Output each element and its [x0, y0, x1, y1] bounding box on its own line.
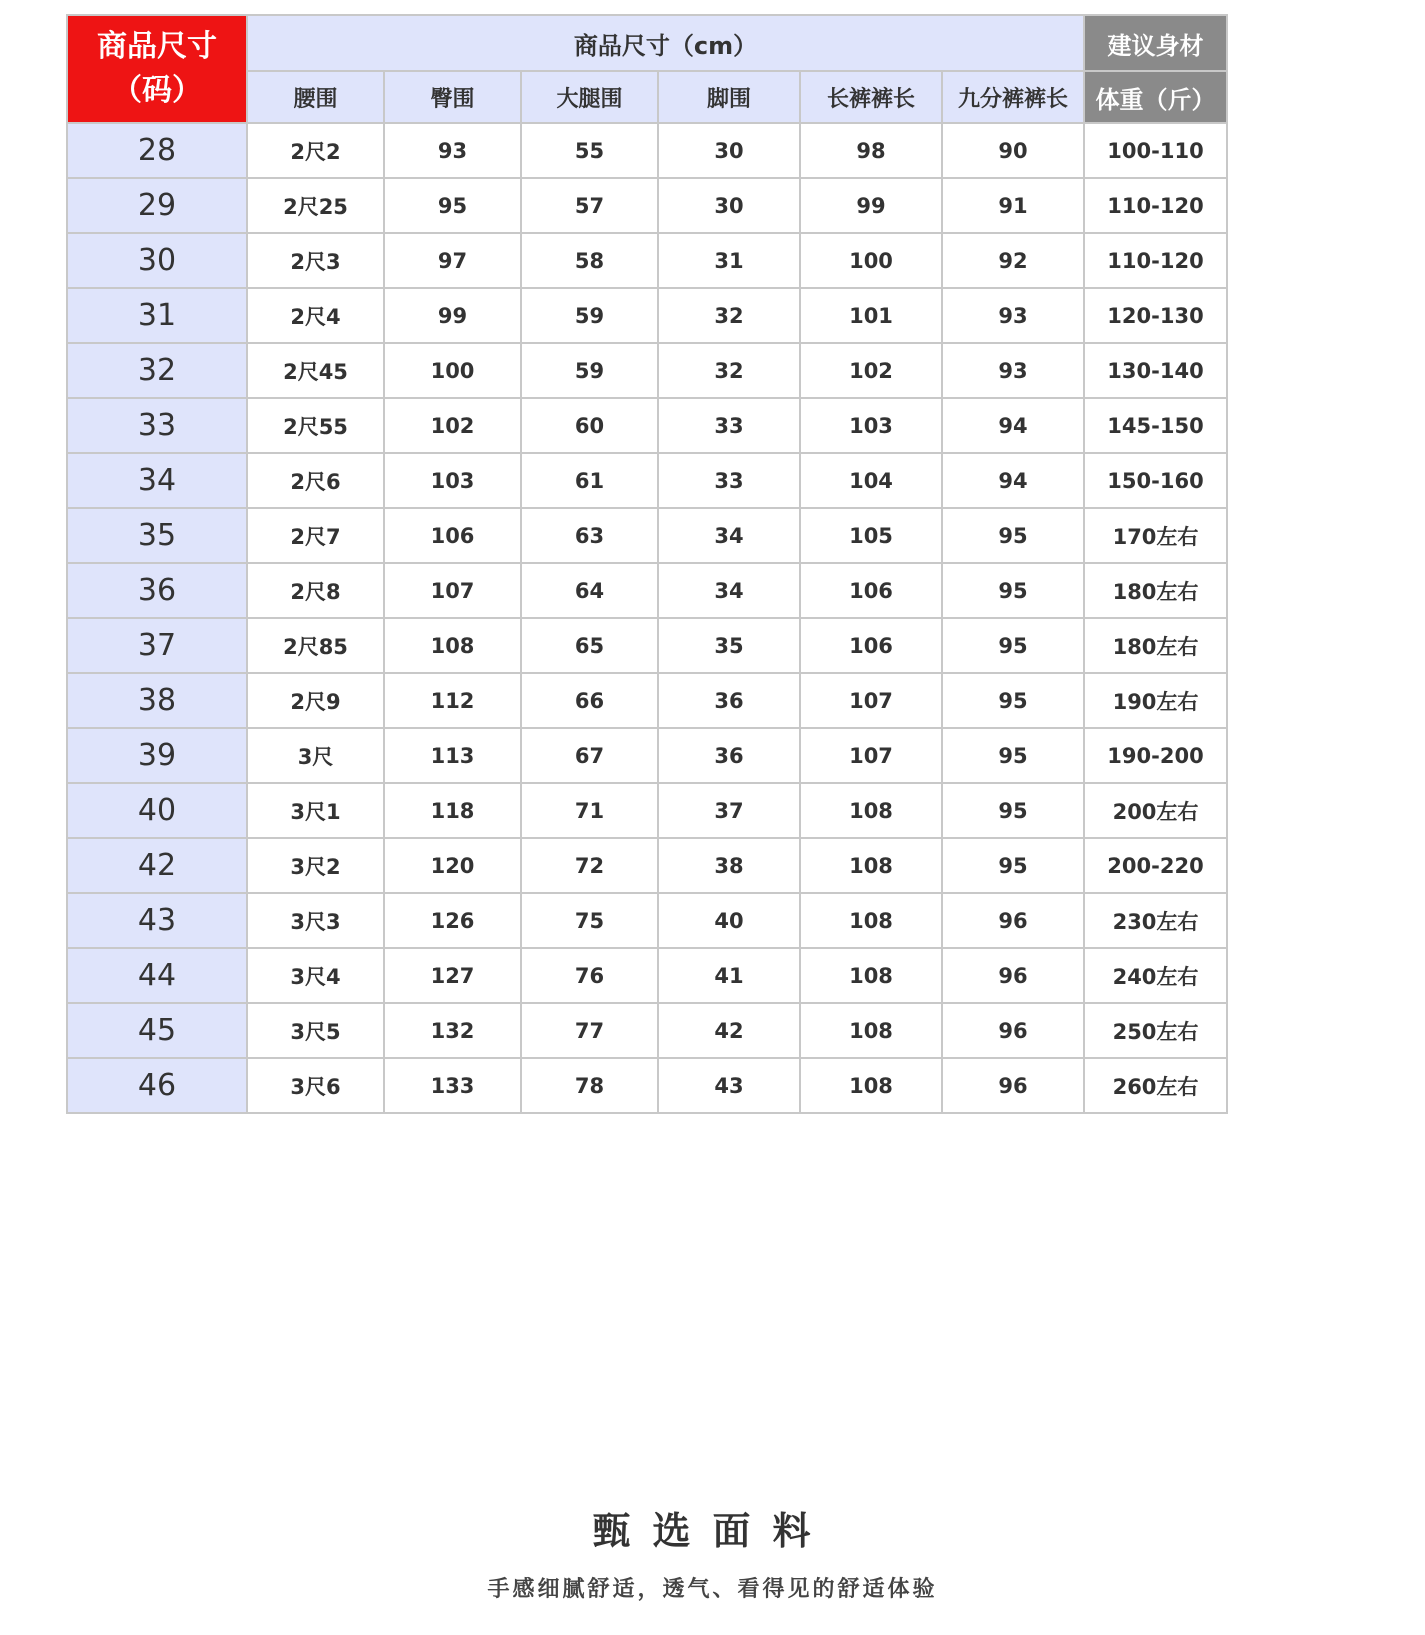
waist-cell: 2尺2 [247, 123, 384, 178]
thigh-cell: 67 [521, 728, 658, 783]
size-code-header-line2: （码） [112, 73, 202, 108]
col-header-waist: 腰围 [247, 71, 384, 123]
leg-opening-cell: 34 [658, 563, 800, 618]
waist-cell: 2尺85 [247, 618, 384, 673]
leg-opening-cell: 32 [658, 288, 800, 343]
weight-cell: 130-140 [1084, 343, 1227, 398]
waist-cell: 2尺55 [247, 398, 384, 453]
hip-cell: 126 [384, 893, 521, 948]
weight-cell: 230左右 [1084, 893, 1227, 948]
table-row [67, 343, 1227, 398]
weight-cell: 110-120 [1084, 178, 1227, 233]
hip-cell: 132 [384, 1003, 521, 1058]
weight-cell: 170左右 [1084, 508, 1227, 563]
size-code-header [67, 15, 247, 123]
thigh-cell: 64 [521, 563, 658, 618]
col-header-leg-opening: 脚围 [658, 71, 800, 123]
waist-cell: 2尺8 [247, 563, 384, 618]
thigh-cell: 72 [521, 838, 658, 893]
weight-cell: 100-110 [1084, 123, 1227, 178]
table-row [67, 618, 1227, 673]
leg-opening-cell: 32 [658, 343, 800, 398]
leg-opening-cell: 37 [658, 783, 800, 838]
thigh-cell: 65 [521, 618, 658, 673]
size-code-cell: 30 [67, 233, 247, 288]
weight-cell: 110-120 [1084, 233, 1227, 288]
full-length-cell: 108 [800, 948, 942, 1003]
weight-cell: 250左右 [1084, 1003, 1227, 1058]
thigh-cell: 55 [521, 123, 658, 178]
full-length-cell: 108 [800, 783, 942, 838]
leg-opening-cell: 31 [658, 233, 800, 288]
ninth-length-cell: 92 [942, 233, 1084, 288]
waist-cell: 3尺 [247, 728, 384, 783]
ninth-length-cell: 96 [942, 893, 1084, 948]
ninth-length-cell: 95 [942, 563, 1084, 618]
waist-cell: 2尺9 [247, 673, 384, 728]
table-row [67, 838, 1227, 893]
full-length-cell: 101 [800, 288, 942, 343]
table-row [67, 508, 1227, 563]
waist-cell: 2尺45 [247, 343, 384, 398]
full-length-cell: 106 [800, 563, 942, 618]
waist-cell: 3尺3 [247, 893, 384, 948]
full-length-cell: 106 [800, 618, 942, 673]
size-code-cell: 40 [67, 783, 247, 838]
waist-cell: 3尺1 [247, 783, 384, 838]
ninth-length-cell: 96 [942, 1058, 1084, 1113]
leg-opening-cell: 41 [658, 948, 800, 1003]
ninth-length-cell: 95 [942, 618, 1084, 673]
waist-cell: 2尺6 [247, 453, 384, 508]
hip-cell: 112 [384, 673, 521, 728]
hip-cell: 120 [384, 838, 521, 893]
ninth-length-cell: 93 [942, 288, 1084, 343]
thigh-cell: 75 [521, 893, 658, 948]
waist-cell: 3尺5 [247, 1003, 384, 1058]
weight-cell: 180左右 [1084, 618, 1227, 673]
waist-cell: 2尺25 [247, 178, 384, 233]
hip-cell: 97 [384, 233, 521, 288]
size-code-cell: 39 [67, 728, 247, 783]
ninth-length-cell: 96 [942, 1003, 1084, 1058]
ninth-length-cell: 93 [942, 343, 1084, 398]
col-header-full-length: 长裤裤长 [800, 71, 942, 123]
leg-opening-cell: 33 [658, 453, 800, 508]
weight-cell: 145-150 [1084, 398, 1227, 453]
hip-cell: 93 [384, 123, 521, 178]
hip-cell: 118 [384, 783, 521, 838]
weight-cell: 200左右 [1084, 783, 1227, 838]
thigh-cell: 57 [521, 178, 658, 233]
thigh-cell: 71 [521, 783, 658, 838]
waist-cell: 2尺3 [247, 233, 384, 288]
table-row [67, 398, 1227, 453]
product-size-group-header: 商品尺寸（cm） [247, 15, 1084, 71]
size-code-cell: 34 [67, 453, 247, 508]
hip-cell: 103 [384, 453, 521, 508]
thigh-cell: 76 [521, 948, 658, 1003]
size-code-cell: 38 [67, 673, 247, 728]
full-length-cell: 108 [800, 838, 942, 893]
col-header-ninth-length: 九分裤裤长 [942, 71, 1084, 123]
table-row [67, 728, 1227, 783]
full-length-cell: 98 [800, 123, 942, 178]
waist-cell: 3尺2 [247, 838, 384, 893]
weight-cell: 260左右 [1084, 1058, 1227, 1113]
leg-opening-cell: 42 [658, 1003, 800, 1058]
table-row [67, 178, 1227, 233]
size-code-cell: 43 [67, 893, 247, 948]
thigh-cell: 66 [521, 673, 658, 728]
size-rows [67, 123, 1227, 1113]
full-length-cell: 108 [800, 893, 942, 948]
full-length-cell: 102 [800, 343, 942, 398]
thigh-cell: 77 [521, 1003, 658, 1058]
table-row [67, 1003, 1227, 1058]
hip-cell: 102 [384, 398, 521, 453]
weight-cell: 190左右 [1084, 673, 1227, 728]
size-code-cell: 46 [67, 1058, 247, 1113]
col-header-hip: 臀围 [384, 71, 521, 123]
waist-cell: 2尺7 [247, 508, 384, 563]
size-code-cell: 36 [67, 563, 247, 618]
section-subtitle: 手感细腻舒适，透气、看得见的舒适体验 [487, 1577, 938, 1602]
weight-cell: 240左右 [1084, 948, 1227, 1003]
table-row [67, 783, 1227, 838]
waist-cell: 3尺4 [247, 948, 384, 1003]
hip-cell: 99 [384, 288, 521, 343]
thigh-cell: 63 [521, 508, 658, 563]
full-length-cell: 107 [800, 728, 942, 783]
hip-cell: 100 [384, 343, 521, 398]
ninth-length-cell: 95 [942, 838, 1084, 893]
leg-opening-cell: 30 [658, 178, 800, 233]
thigh-cell: 59 [521, 343, 658, 398]
leg-opening-cell: 33 [658, 398, 800, 453]
full-length-cell: 107 [800, 673, 942, 728]
thigh-cell: 59 [521, 288, 658, 343]
size-code-cell: 35 [67, 508, 247, 563]
weight-cell: 180左右 [1084, 563, 1227, 618]
size-code-cell: 33 [67, 398, 247, 453]
advice-header: 建议身材 [1084, 15, 1227, 71]
leg-opening-cell: 43 [658, 1058, 800, 1113]
hip-cell: 108 [384, 618, 521, 673]
table-row [67, 288, 1227, 343]
ninth-length-cell: 96 [942, 948, 1084, 1003]
leg-opening-cell: 36 [658, 673, 800, 728]
leg-opening-cell: 30 [658, 123, 800, 178]
weight-cell: 200-220 [1084, 838, 1227, 893]
size-code-cell: 29 [67, 178, 247, 233]
full-length-cell: 105 [800, 508, 942, 563]
leg-opening-cell: 34 [658, 508, 800, 563]
waist-cell: 3尺6 [247, 1058, 384, 1113]
table-row [67, 233, 1227, 288]
weight-cell: 150-160 [1084, 453, 1227, 508]
full-length-cell: 108 [800, 1003, 942, 1058]
hip-cell: 95 [384, 178, 521, 233]
hip-cell: 133 [384, 1058, 521, 1113]
full-length-cell: 99 [800, 178, 942, 233]
col-header-weight: 体重（斤） [1084, 71, 1227, 123]
full-length-cell: 104 [800, 453, 942, 508]
size-code-cell: 45 [67, 1003, 247, 1058]
thigh-cell: 61 [521, 453, 658, 508]
hip-cell: 106 [384, 508, 521, 563]
ninth-length-cell: 95 [942, 728, 1084, 783]
table-row [67, 123, 1227, 178]
table-row [67, 453, 1227, 508]
weight-cell: 120-130 [1084, 288, 1227, 343]
thigh-cell: 60 [521, 398, 658, 453]
col-header-thigh: 大腿围 [521, 71, 658, 123]
leg-opening-cell: 40 [658, 893, 800, 948]
ninth-length-cell: 94 [942, 398, 1084, 453]
table-row [67, 673, 1227, 728]
size-code-cell: 31 [67, 288, 247, 343]
leg-opening-cell: 35 [658, 618, 800, 673]
full-length-cell: 108 [800, 1058, 942, 1113]
thigh-cell: 58 [521, 233, 658, 288]
thigh-cell: 78 [521, 1058, 658, 1113]
ninth-length-cell: 95 [942, 508, 1084, 563]
ninth-length-cell: 91 [942, 178, 1084, 233]
full-length-cell: 103 [800, 398, 942, 453]
size-code-cell: 37 [67, 618, 247, 673]
full-length-cell: 100 [800, 233, 942, 288]
waist-cell: 2尺4 [247, 288, 384, 343]
leg-opening-cell: 38 [658, 838, 800, 893]
section-title: 甄选面料 [592, 1509, 833, 1553]
size-code-cell: 44 [67, 948, 247, 1003]
ninth-length-cell: 95 [942, 783, 1084, 838]
table-row [67, 1058, 1227, 1113]
hip-cell: 127 [384, 948, 521, 1003]
ninth-length-cell: 90 [942, 123, 1084, 178]
leg-opening-cell: 36 [658, 728, 800, 783]
size-code-cell: 42 [67, 838, 247, 893]
size-chart-table [66, 14, 1228, 1114]
hip-cell: 107 [384, 563, 521, 618]
weight-cell: 190-200 [1084, 728, 1227, 783]
size-code-cell: 28 [67, 123, 247, 178]
size-code-header-line1: 商品尺寸 [97, 29, 217, 64]
hip-cell: 113 [384, 728, 521, 783]
table-row [67, 563, 1227, 618]
ninth-length-cell: 95 [942, 673, 1084, 728]
table-row [67, 893, 1227, 948]
size-code-cell: 32 [67, 343, 247, 398]
table-row [67, 948, 1227, 1003]
ninth-length-cell: 94 [942, 453, 1084, 508]
